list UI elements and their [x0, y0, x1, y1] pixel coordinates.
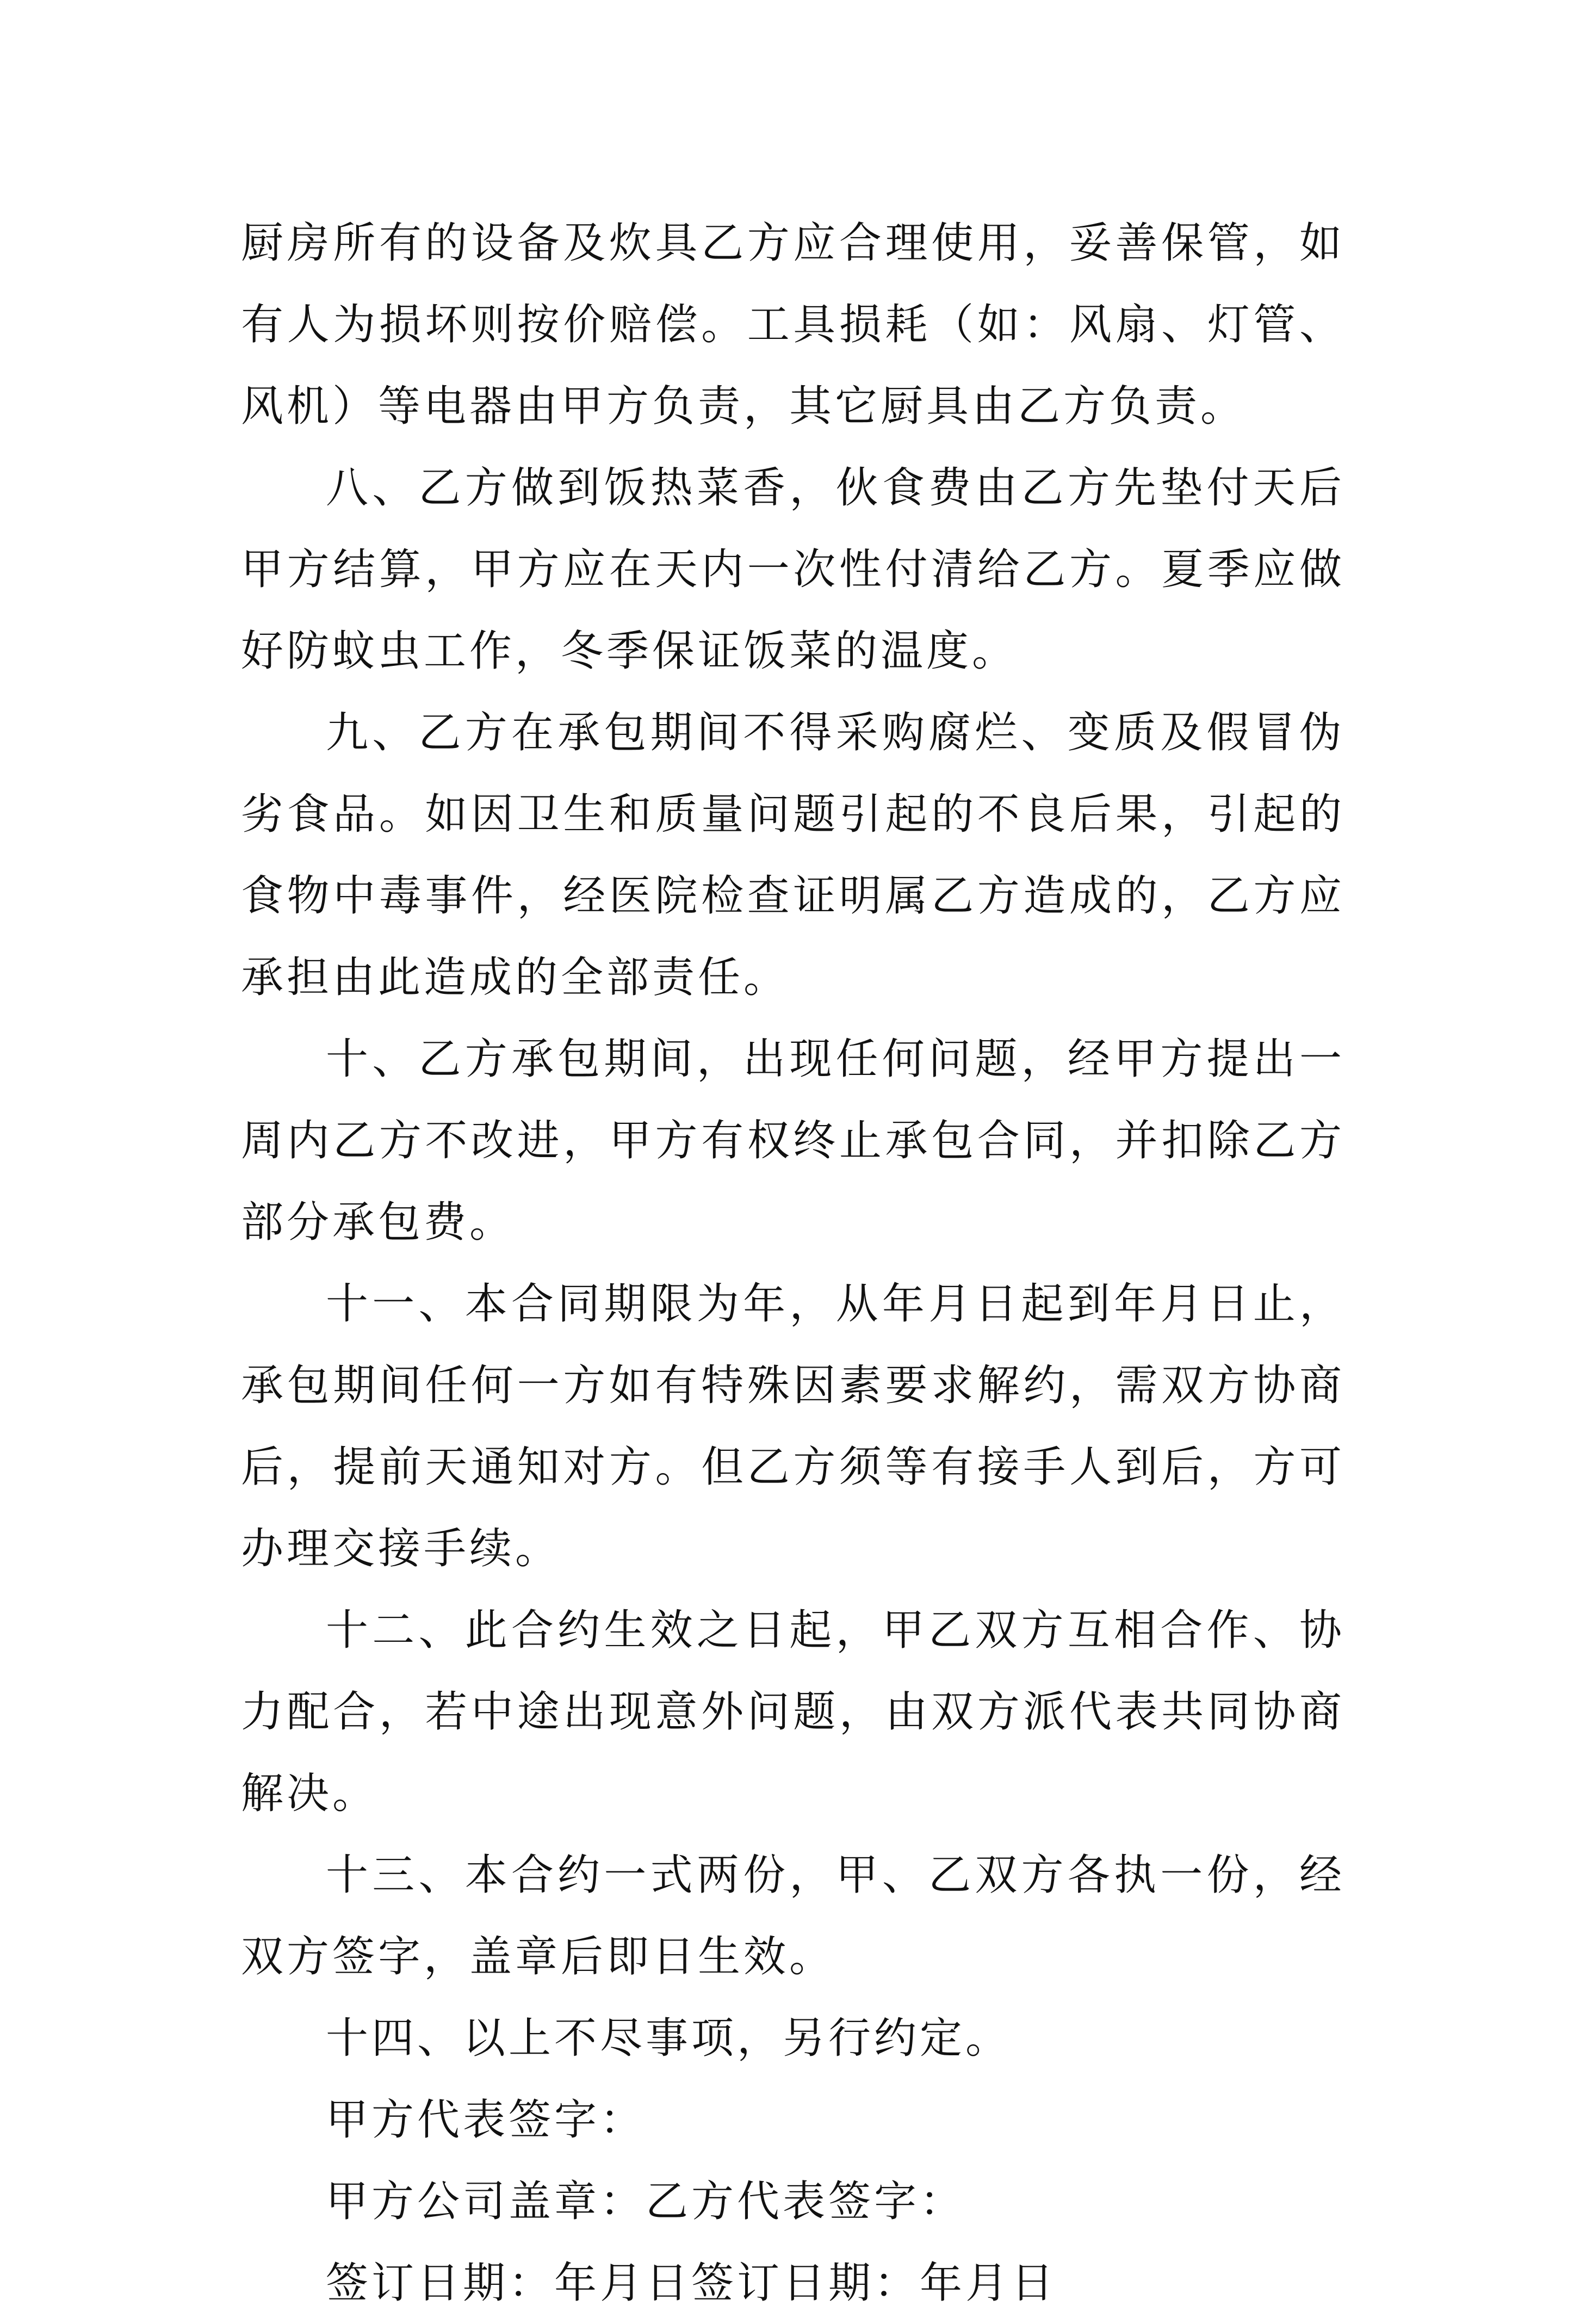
clause-8: 八、乙方做到饭热菜香，伙食费由乙方先垫付天后甲方结算，甲方应在天内一次性付清给乙方。夏季应做好防蚊虫工作，冬季保证饭菜的温度。 — [241, 463, 1345, 676]
clause-11: 十一、本合同期限为年，从年月日起到年月日止，承包期间任何一方如有特殊因素要求解约，需双方协商后，提前天通知对方。但乙方须等有接手人到后，方可办理交接手续。 — [241, 1280, 1345, 1573]
clause-10: 十、乙方承包期间，出现任何问题，经甲方提出一周内乙方不改进，甲方有权终止承包合同，并扣除乙方部分承包费。 — [241, 1035, 1345, 1247]
clause-9: 九、乙方在承包期间不得采购腐烂、变质及假冒伪劣食品。如因卫生和质量问题引起的不良后果，引起的食物中毒事件，经医院检查证明属乙方造成的，乙方应承担由此造成的全部责任。 — [241, 708, 1345, 1002]
signing-date-line: 签订日期：年月日签订日期：年月日 — [326, 2259, 1057, 2308]
clause-12: 十二、此合约生效之日起，甲乙双方互相合作、协力配合，若中途出现意外问题，由双方派代表共同协商解决。 — [241, 1606, 1345, 1818]
party-a-signature-line: 甲方代表签字： — [326, 2096, 646, 2144]
clause-13: 十三、本合约一式两份，甲、乙双方各执一份，经双方签字，盖章后即日生效。 — [241, 1851, 1345, 1981]
contract-body — [241, 202, 1345, 2324]
seal-and-party-b-signature-line: 甲方公司盖章：乙方代表签字： — [326, 2177, 966, 2226]
clause-14: 十四、以上不尽事项，另行约定。 — [326, 2014, 1012, 2063]
clause-kitchen-equipment: 厨房所有的设备及炊具乙方应合理使用，妥善保管，如有人为损坏则按价赔偿。工具损耗（如：风扇、灯管、风机）等电器由甲方负责，其它厨具由乙方负责。 — [241, 219, 1345, 431]
